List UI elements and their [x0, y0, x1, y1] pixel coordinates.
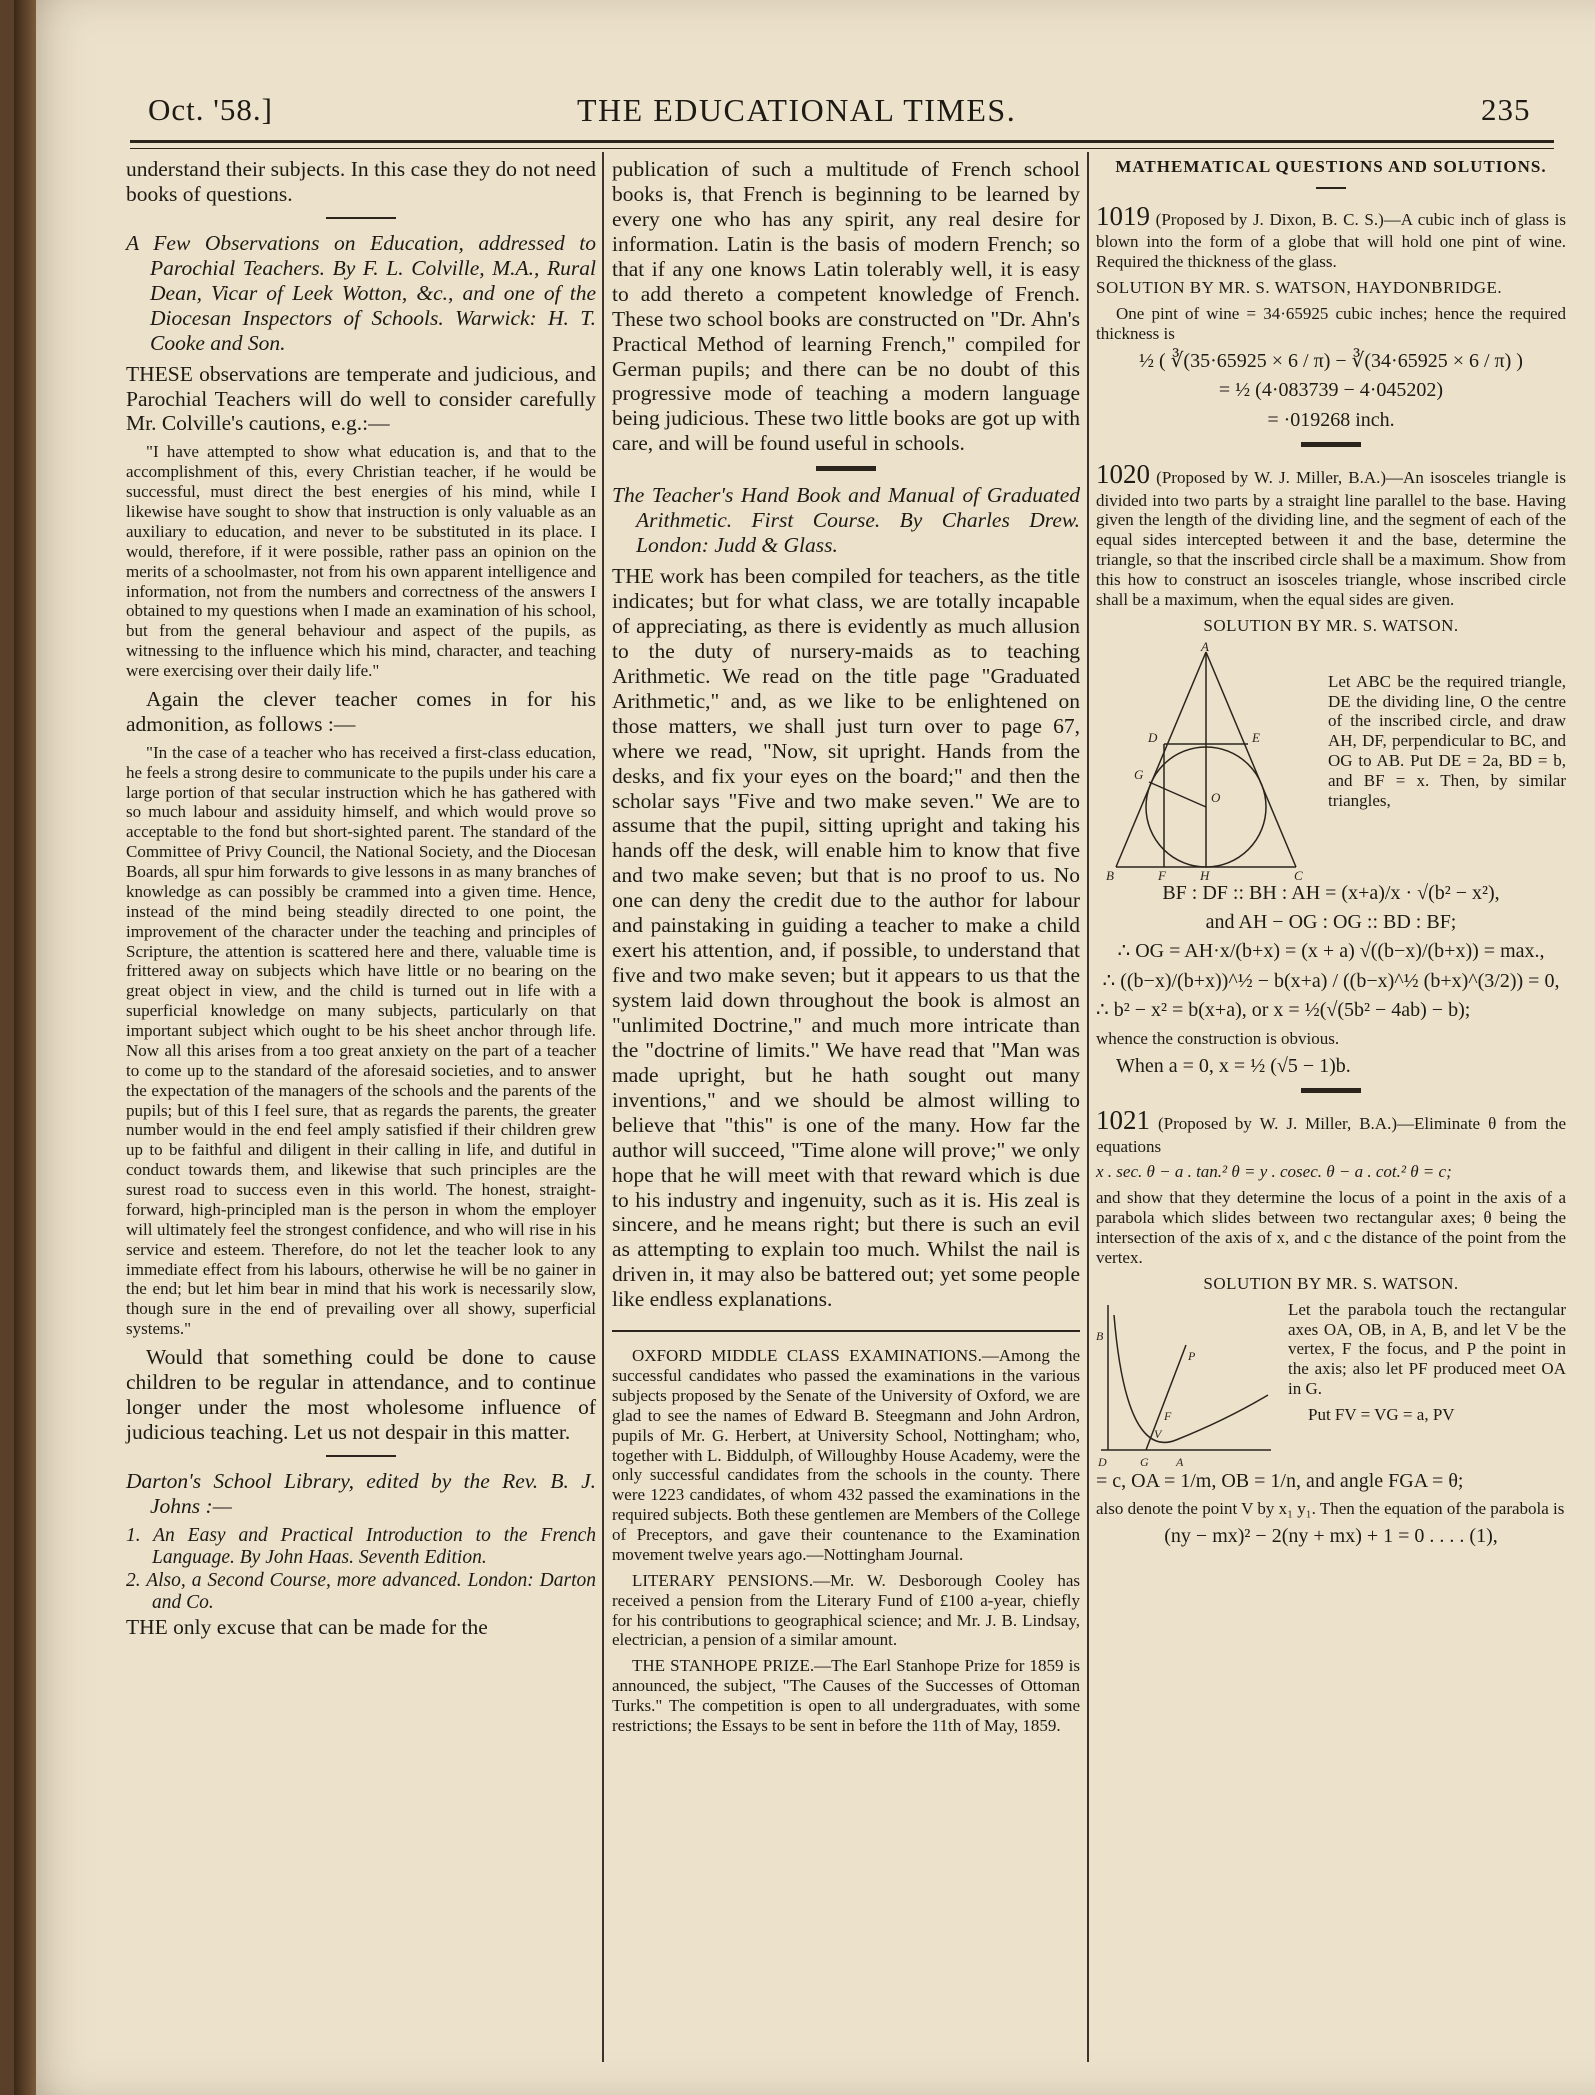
- equation: = c, OA = 1/m, OB = 1/n, and angle FGA = θ;: [1096, 1469, 1464, 1492]
- block-quote: "I have attempted to show what education is, and that to the accomplishment of this, every Christian teacher, if he would be successful, must direct the best energies of his mind, while I likewise have sought to show that instruction is only valuable as an auxiliary to education, and never to be substituted in its place. I would, therefore, if it were possible, rather pass an opinion on the merits of a schoolmaster, not from his own apparent intelligence and information, not from the numbers and correctness of the answers I obtained to my questions when I made an examination of his school, but from the general behaviour and aspect of the pupils, as witnessing to the influence which his mind, character, and teaching were exercising over their daily life.": [126, 442, 596, 680]
- figure-label: C: [1294, 867, 1303, 882]
- parabola-axis-line: [1146, 1345, 1186, 1450]
- masthead-title: THE EDUCATIONAL TIMES.: [577, 92, 1017, 128]
- page-number: 235: [1481, 92, 1531, 127]
- separator: [326, 1455, 396, 1457]
- header-rule-thin: [130, 148, 1554, 149]
- separator: [1301, 1088, 1361, 1093]
- solution-text: One pint of wine = 34·65925 cubic inches; hence the required thickness is: [1096, 304, 1566, 343]
- review-title: The Teacher's Hand Book and Manual of Graduated Arithmetic. First Course. By Charles Drew. London: Judd & Glass.: [612, 483, 1080, 558]
- question-number: 1019: [1096, 200, 1150, 231]
- book-list: [126, 1525, 596, 1615]
- question-text: and show that they determine the locus of a point in the axis of a parabola which slides between two rectangular axes; θ being the intersection of the axis of x, and c the distance of the point from the vertex.: [1096, 1188, 1566, 1267]
- list-item: 1. An Easy and Practical Introduction to the French Language. By John Haas. Seventh Edition.: [126, 1524, 596, 1569]
- parabola-figure: [1096, 1300, 1276, 1470]
- review-body: THESE observations are temperate and judicious, and Parochial Teachers will do well to consider carefully Mr. Colville's cautions, e.g.:—: [126, 361, 596, 436]
- figure-label: V: [1154, 1426, 1162, 1441]
- equation: ∴ OG = AH·x/(b+x) = (x + a) √((b−x)/(b+x)) = max.,: [1117, 940, 1545, 963]
- figure-label: A: [1176, 1454, 1184, 1469]
- equation: x . sec. θ − a . tan.² θ = y . cosec. θ − a . cot.² θ = c;: [1096, 1162, 1452, 1182]
- figure-label: H: [1200, 867, 1210, 882]
- column-divider: [1087, 152, 1089, 2062]
- section-rule: [612, 1330, 1080, 1332]
- triangle-figure: [1096, 642, 1316, 882]
- section-title: MATHEMATICAL QUESTIONS AND SOLUTIONS.: [1115, 157, 1547, 176]
- news-item: OXFORD MIDDLE CLASS EXAMINATIONS.—Among the successful candidates who passed the examinations in the various subjects proposed by the Senate of the University of Oxford, we are glad to see the names of Edward B. Steegmann and John Ardron, pupils of Mr. G. Herbert, at University School, Nottingham; who, together with L. Biddulph, of Willoughby House Academy, were the only successful candidates from the schools in the county. There were 1223 candidates, of whom 432 passed the examinations in the required subjects. Both these gentlemen are Members of the College of Preceptors, and gave their countenance to the Examination movement twelve years ago.—Nottingham Journal.: [612, 1346, 1080, 1564]
- separator: [816, 466, 876, 471]
- question-text: (Proposed by W. J. Miller, B.A.)—Eliminate θ from the equations: [1096, 1113, 1567, 1156]
- news-item: THE STANHOPE PRIZE.—The Earl Stanhope Prize for 1859 is announced, the subject, "The Causes of the Successes of Ottoman Turks." The competition is open to all undergraduates, with some restrictions; the Essays to be sent in before the 11th of May, 1859.: [612, 1656, 1080, 1735]
- figure-label: O: [1211, 789, 1221, 805]
- question-number: 1020: [1096, 459, 1150, 489]
- figure-label: F: [1164, 1408, 1172, 1423]
- column-left: [126, 157, 596, 1646]
- solution-text: whence the construction is obvious.: [1096, 1028, 1340, 1048]
- question-text: (Proposed by J. Dixon, B. C. S.)—A cubic inch of glass is blown into the form of a globe that will hold one pint of wine. Required the thickness of the glass.: [1096, 209, 1566, 272]
- newspaper-page: [14, 0, 1595, 2095]
- paragraph: Again the clever teacher comes in for his admonition, as follows :—: [126, 686, 596, 736]
- equation: ∴ ((b−x)/(b+x))^½ − b(x+a) / ((b−x)^½ (b+x)^(3/2)) = 0,: [1102, 969, 1560, 992]
- review-title: A Few Observations on Education, addressed to Parochial Teachers. By F. L. Colville, M.A., Rural Dean, Vicar of Leek Wotton, &c., and one of the Diocesan Inspectors of Schools. Warwick: H. T. Cooke and Son.: [126, 230, 596, 355]
- figure-caption-text: Let ABC be the required triangle, DE the dividing line, O the centre of the inscribed circle, and draw AH, DF, perpendicular to BC, and OG to AB. Put DE = 2a, BD = b, and BF = x. Then, by similar triangles,: [1328, 671, 1566, 810]
- paragraph: Would that something could be done to cause children to be regular in attendance, and to continue longer under the most wholesome influence of judicious teaching. Let us not despair in this matter.: [126, 1345, 596, 1444]
- figure-label: B: [1096, 1328, 1104, 1343]
- equation: When a = 0, x = ½ (√5 − 1)b.: [1116, 1054, 1351, 1077]
- equation: ∴ b² − x² = b(x+a), or x = ½(√(5b² − 4ab) − b);: [1096, 999, 1471, 1022]
- column-divider: [602, 152, 604, 2062]
- equation: = ·019268 inch.: [1267, 408, 1395, 431]
- figure-label: G: [1140, 1454, 1149, 1469]
- review-body: THE work has been compiled for teachers, as the title indicates; but for what class, we are totally incapable of appreciating, as there is evidently as much allusion to the duty of nursery-maids as to teaching Arithmetic. We read on the title page "Graduated Arithmetic," and, as we like to be enlightened on those matters, we shall just turn over to page 67, where we read, "Now, sit upright. Hands from the desks, and fix your eyes on the board;" and then the scholar says "Five and two make seven." We are to assume that the pupil, sitting upright and taking his hands off the desk, will enable him to know that five and two make seven; but that is no proof to us. No one can deny the credit due to the author for labour and painstaking in guiding a teacher to make a child exert his attention, and, if possible, to understand that five and two make seven; but it appears to us that the system laid down throughout the book is almost an "unlimited Doctrine," and much more intricate than the "doctrine of limits." We have read that "Man was made upright, but he hath sought out many inventions," and we should be almost willing to believe that "this" is one of the many. How far the author will succeed, "Time alone will prove;" we only hope that he will meet with that reward which is due to his industry and ingenuity, such as it is. His zeal is sincere, and he means right; but there is such an evil as attempting to explain too much. Whilst the nail is driven in, it may also be battered out; yet some people like endless explanations.: [612, 564, 1080, 1312]
- solution-byline: SOLUTION BY MR. S. WATSON, HAYDONBRIDGE.: [1096, 278, 1503, 298]
- book-binding: [14, 0, 36, 2095]
- column-right: [1096, 157, 1566, 1554]
- separator: [1316, 187, 1346, 189]
- triangle-side-ac: [1206, 652, 1296, 867]
- solution-text: also denote the point V by x₁ y₁. Then the equation of the parabola is: [1096, 1499, 1565, 1519]
- equation: ½ ( ∛(35·65925 × 6 / π) − ∛(34·65925 × 6 / π) ): [1139, 349, 1523, 372]
- solution-text: Put FV = VG = a, PV: [1308, 1405, 1455, 1424]
- news-item: LITERARY PENSIONS.—Mr. W. Desborough Cooley has received a pension from the Literary Fund of £100 a-year, chiefly for his contributions to geographical science; and Mr. J. B. Lindsay, electrician, a pension of a similar amount.: [612, 1570, 1080, 1650]
- figure-label: B: [1106, 867, 1114, 882]
- figure-caption-text: Let the parabola touch the rectangular axes OA, OB, in A, B, and let V be the vertex, F the focus, and P the point in the axis; also let PF produced meet OA in G.: [1288, 1299, 1566, 1399]
- separator: [1301, 442, 1361, 447]
- issue-date: Oct. '58.]: [148, 92, 273, 127]
- equation: = ½ (4·083739 − 4·045202): [1218, 379, 1444, 402]
- paragraph: publication of such a multitude of French school books is, that French is beginning to be learned by every one who has any spirit, any real desire for information. Latin is the basis of modern French; so that if any one knows Latin tolerably well, it is easy to add thereto a competent knowledge of French. These two school books are constructed on "Dr. Ahn's Practical Method of learning French," compiled for German pupils; and there can be no doubt of this progressive mode of teaching a modern language being judicious. These two little books are got up with care, and will be found useful in schools.: [612, 157, 1080, 456]
- equation: BF : DF :: BH : AH = (x+a)/x · √(b² − x²),: [1162, 881, 1500, 904]
- paragraph: THE only excuse that can be made for the: [126, 1615, 488, 1640]
- solution-byline: SOLUTION BY MR. S. WATSON.: [1203, 615, 1459, 635]
- review-title: Darton's School Library, edited by the Rev. B. J. Johns :—: [126, 1468, 596, 1518]
- radius-og: [1149, 782, 1206, 807]
- equation: (ny − mx)² − 2(ny + mx) + 1 = 0 . . . . (1),: [1164, 1524, 1498, 1547]
- question-number: 1021: [1096, 1104, 1150, 1135]
- figure-label: P: [1188, 1348, 1196, 1363]
- figure-label: A: [1201, 641, 1209, 654]
- paragraph: understand their subjects. In this case they do not need books of questions.: [126, 157, 596, 206]
- question-text: (Proposed by W. J. Miller, B.A.)—An isosceles triangle is divided into two parts by a straight line parallel to the base. Having given the length of the dividing line, and the segment of each of the equal sides intercepted between it and the base, determine the triangle, so that the inscribed circle shall be a maximum. Show from this how to construct an isosceles triangle, whose inscribed circle shall be a maximum, when the equal sides are given.: [1096, 468, 1566, 609]
- triangle-side-ab: [1116, 652, 1206, 867]
- equation: and AH − OG : OG :: BD : BF;: [1205, 911, 1457, 934]
- solution-byline: SOLUTION BY MR. S. WATSON.: [1203, 1273, 1459, 1293]
- figure-label: G: [1134, 766, 1144, 782]
- block-quote: "In the case of a teacher who has received a first-class education, he feels a strong desire to communicate to the pupils under his care a large portion of that secular instruction which he has gathered with so much labour and assiduity himself, and which would prove so acceptable to the fond but short-sighted parent. The standard of the Committee of Privy Council, the National Society, and the Diocesan Boards, all spur him forwards to give lessons in as many branches of knowledge as can possibly be crammed into a given time. Hence, instead of the mind being steadily directed to one point, the improvement of the character under the teaching and principles of Scripture, the attention is scattered here and there, valuable time is frittered away on subjects which have little or no bearing on the great object in view, and the child is turned out in life with a superficial knowledge on many subjects, particularly on that important subject which ought to be his sheet anchor through life. Now all this arises from a too great anxiety on the part of a teacher to come up to the standard of the aforesaid societies, and to answer the expectation of the managers of the schools and the parents of the pupils; but of this I feel sure, that as regards the parents, the greater number would in the end feel amply satisfied if their children grew up to be faithful and diligent in their calling in life, and dutiful in conduct towards them, and likewise that such principles are the surest road to success even in this world. The honest, straight-forward, high-principled man is the person in whom the employer will ultimately feel the strongest confidence, and who will rise in his service and esteem. Therefore, do not let the teacher look to any immediate effect from his labours, otherwise he will be no gainer in the end; but let him bear in mind that his work is necessarily slow, though sure in the end of prevailing over all showy, superficial systems.": [126, 742, 596, 1339]
- header-rule: [130, 140, 1554, 143]
- figure-label: F: [1158, 867, 1166, 882]
- parabola-curve: [1114, 1315, 1268, 1442]
- list-item: 2. Also, a Second Course, more advanced. London: Darton and Co.: [126, 1569, 596, 1614]
- separator: [326, 217, 396, 219]
- figure-label: E: [1252, 729, 1260, 745]
- column-middle: [612, 157, 1080, 1742]
- figure-label: D: [1098, 1454, 1107, 1469]
- figure-label: D: [1148, 729, 1158, 745]
